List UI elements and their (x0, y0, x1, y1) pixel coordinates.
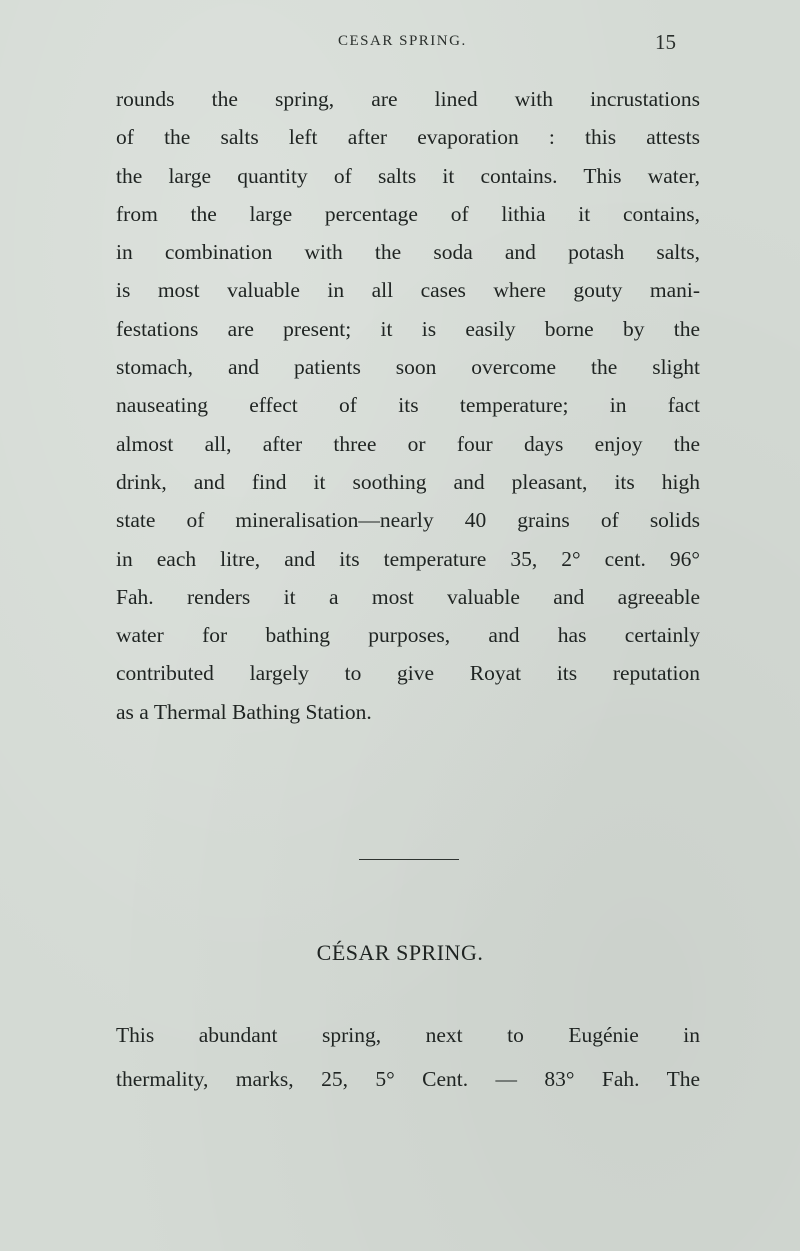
text-line: contributed largely to give Royat its reputation (116, 661, 700, 686)
section-paragraph (116, 1013, 700, 1101)
section-title: CÉSAR SPRING. (316, 940, 484, 965)
text-line: of the salts left after evaporation : this attests (116, 125, 700, 150)
text-line: is most valuable in all cases where gouty mani- (116, 278, 700, 303)
text-line: as a Thermal Bathing Station. (116, 699, 372, 724)
text-line: state of mineralisation—nearly 40 grains of solids (116, 508, 700, 533)
text-line: in combination with the soda and potash salts, (116, 240, 700, 265)
text-line: from the large percentage of lithia it contains, (116, 201, 700, 226)
page-number: 15 (655, 30, 676, 54)
text-line: Fah. renders it a most valuable and agreeable (116, 584, 700, 609)
text-line: thermality, marks, 25, 5° Cent. — 83° Fah. The (116, 1067, 700, 1091)
text-line: in each litre, and its temperature 35, 2° cent. 96° (116, 546, 700, 571)
text-line: stomach, and patients soon overcome the slight (116, 355, 700, 380)
text-line: festations are present; it is easily borne by the (116, 316, 700, 341)
text-line: This abundant spring, next to Eugénie in (116, 1023, 700, 1047)
running-head: CESAR SPRING. (338, 33, 467, 49)
text-line: the large quantity of salts it contains. This water, (116, 163, 700, 188)
page-header (0, 30, 800, 57)
text-line: water for bathing purposes, and has certainly (116, 623, 700, 648)
text-line: rounds the spring, are lined with incrustations (116, 87, 700, 111)
text-line: nauseating effect of its temperature; in fact (116, 393, 700, 418)
text-line: drink, and find it soothing and pleasant, its high (116, 469, 700, 494)
text-line: almost all, after three or four days enjoy the (116, 431, 700, 456)
section-divider (359, 859, 459, 860)
body-paragraph (116, 80, 700, 731)
